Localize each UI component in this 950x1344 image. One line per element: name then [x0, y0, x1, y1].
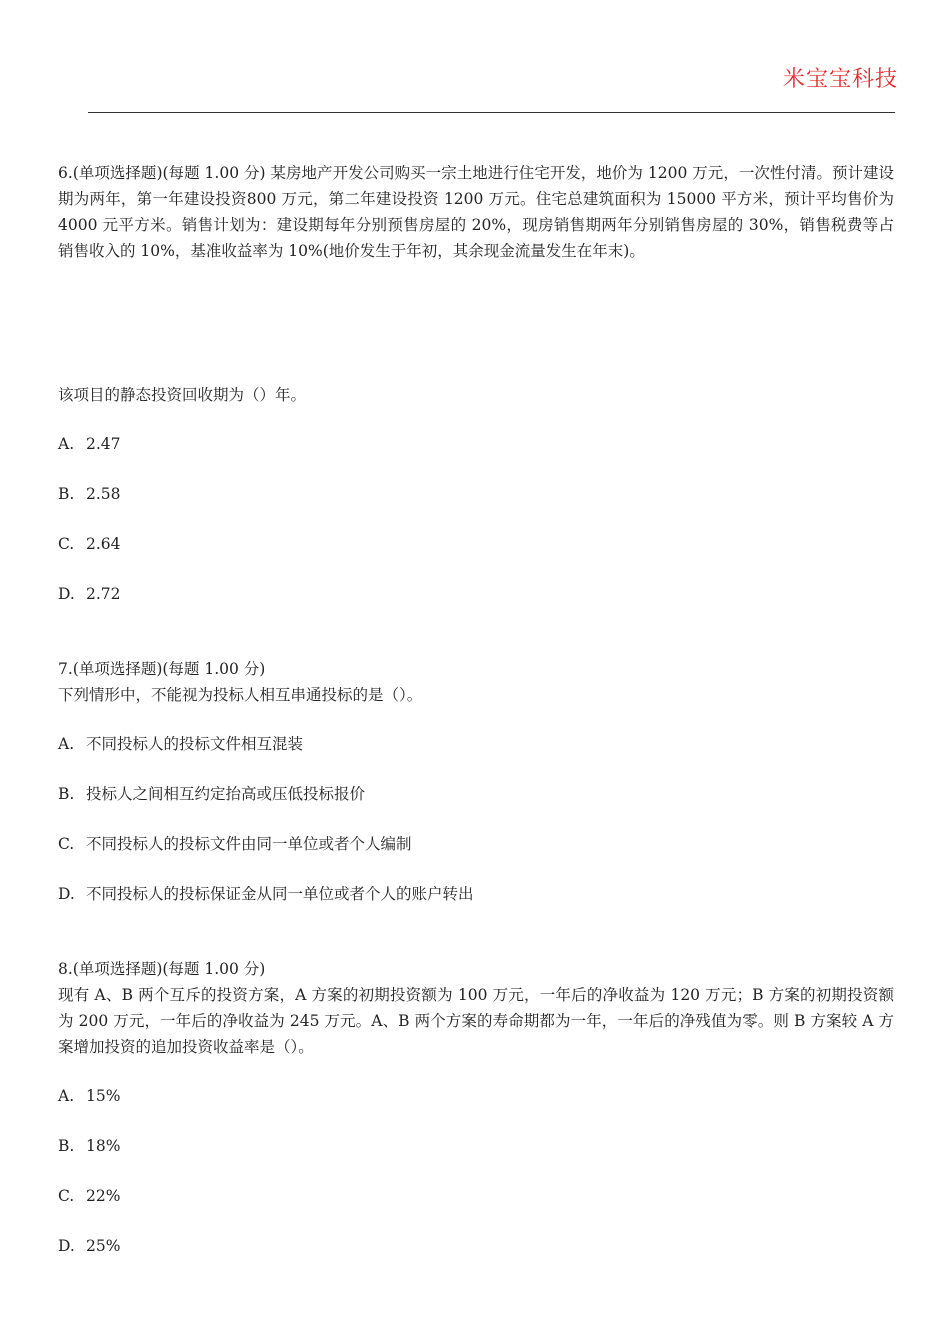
question-7 — [58, 656, 894, 906]
brand-logo-text: 米宝宝科技 — [782, 67, 898, 92]
question-6-option-a[interactable] — [58, 432, 894, 456]
option-letter: C. — [58, 535, 75, 553]
option-letter: C. — [58, 1187, 75, 1205]
question-8-option-b[interactable] — [58, 1134, 894, 1158]
option-letter: D. — [58, 885, 75, 903]
option-letter: B. — [58, 485, 75, 503]
question-7-prompt: 下列情形中，不能视为投标人相互串通投标的是（）。 — [58, 686, 423, 704]
option-text: 不同投标人的投标文件由同一单位或者个人编制 — [86, 835, 412, 853]
question-7-option-b[interactable] — [58, 782, 894, 806]
option-text: 25% — [86, 1237, 121, 1255]
option-text: 18% — [86, 1137, 121, 1155]
question-8 — [58, 956, 894, 1258]
option-letter: D. — [58, 585, 75, 603]
question-8-prompt: 现有 A、B 两个互斥的投资方案，A 方案的初期投资额为 100 万元，一年后的净收益为 120 万元；B 方案的初期投资额为 200 万元，一年后的净收益为 245 万元。A、B 两个方案的寿命期都为一年，一年后的净残值为零。则 B 方案较 A 方案增加投资的追加投资收益率是（）。 — [58, 986, 894, 1056]
option-text: 2.72 — [86, 585, 121, 603]
question-8-option-d[interactable] — [58, 1234, 894, 1258]
document-body — [58, 160, 894, 1258]
question-6-option-d[interactable] — [58, 582, 894, 606]
option-letter: C. — [58, 835, 75, 853]
question-7-option-a[interactable] — [58, 732, 894, 756]
option-text: 2.47 — [86, 435, 121, 453]
option-text: 22% — [86, 1187, 121, 1205]
question-8-option-c[interactable] — [58, 1184, 894, 1208]
question-6-prompt: 该项目的静态投资回收期为（）年。 — [58, 386, 307, 404]
question-7-stem: 7.(单项选择题)(每题 1.00 分) — [58, 660, 266, 678]
option-letter: A. — [58, 735, 75, 753]
option-letter: D. — [58, 1237, 75, 1255]
option-text: 2.64 — [86, 535, 121, 553]
question-7-option-d[interactable] — [58, 882, 894, 906]
option-letter: B. — [58, 1137, 75, 1155]
question-8-stem: 8.(单项选择题)(每题 1.00 分) — [58, 960, 266, 978]
question-7-option-c[interactable] — [58, 832, 894, 856]
question-6 — [58, 160, 894, 606]
option-text: 投标人之间相互约定抬高或压低投标报价 — [86, 785, 366, 803]
option-letter: B. — [58, 785, 75, 803]
option-text: 不同投标人的投标文件相互混装 — [86, 735, 304, 753]
header-divider — [88, 112, 895, 113]
question-8-option-a[interactable] — [58, 1084, 894, 1108]
option-letter: A. — [58, 1087, 75, 1105]
question-6-stem: 6.(单项选择题)(每题 1.00 分) 某房地产开发公司购买一宗土地进行住宅开发，地价为 1200 万元，一次性付清。预计建设期为两年，第一年建设投资800 万元，第二年建设投资 1200 万元。住宅总建筑面积为 15000 平方米，预计平均售价为 4000 元平方米。销售计划为：建设期每年分别预售房屋的 20%，现房销售期两年分别销售房屋的 30%，销售税费等占销售收入的 10%，基准收益率为 10%(地价发生于年初，其余现金流量发生在年末)。 — [58, 164, 894, 260]
option-letter: A. — [58, 435, 75, 453]
option-text: 2.58 — [86, 485, 121, 503]
question-6-option-c[interactable] — [58, 532, 894, 556]
question-6-option-b[interactable] — [58, 482, 894, 506]
option-text: 15% — [86, 1087, 121, 1105]
option-text: 不同投标人的投标保证金从同一单位或者个人的账户转出 — [86, 885, 474, 903]
